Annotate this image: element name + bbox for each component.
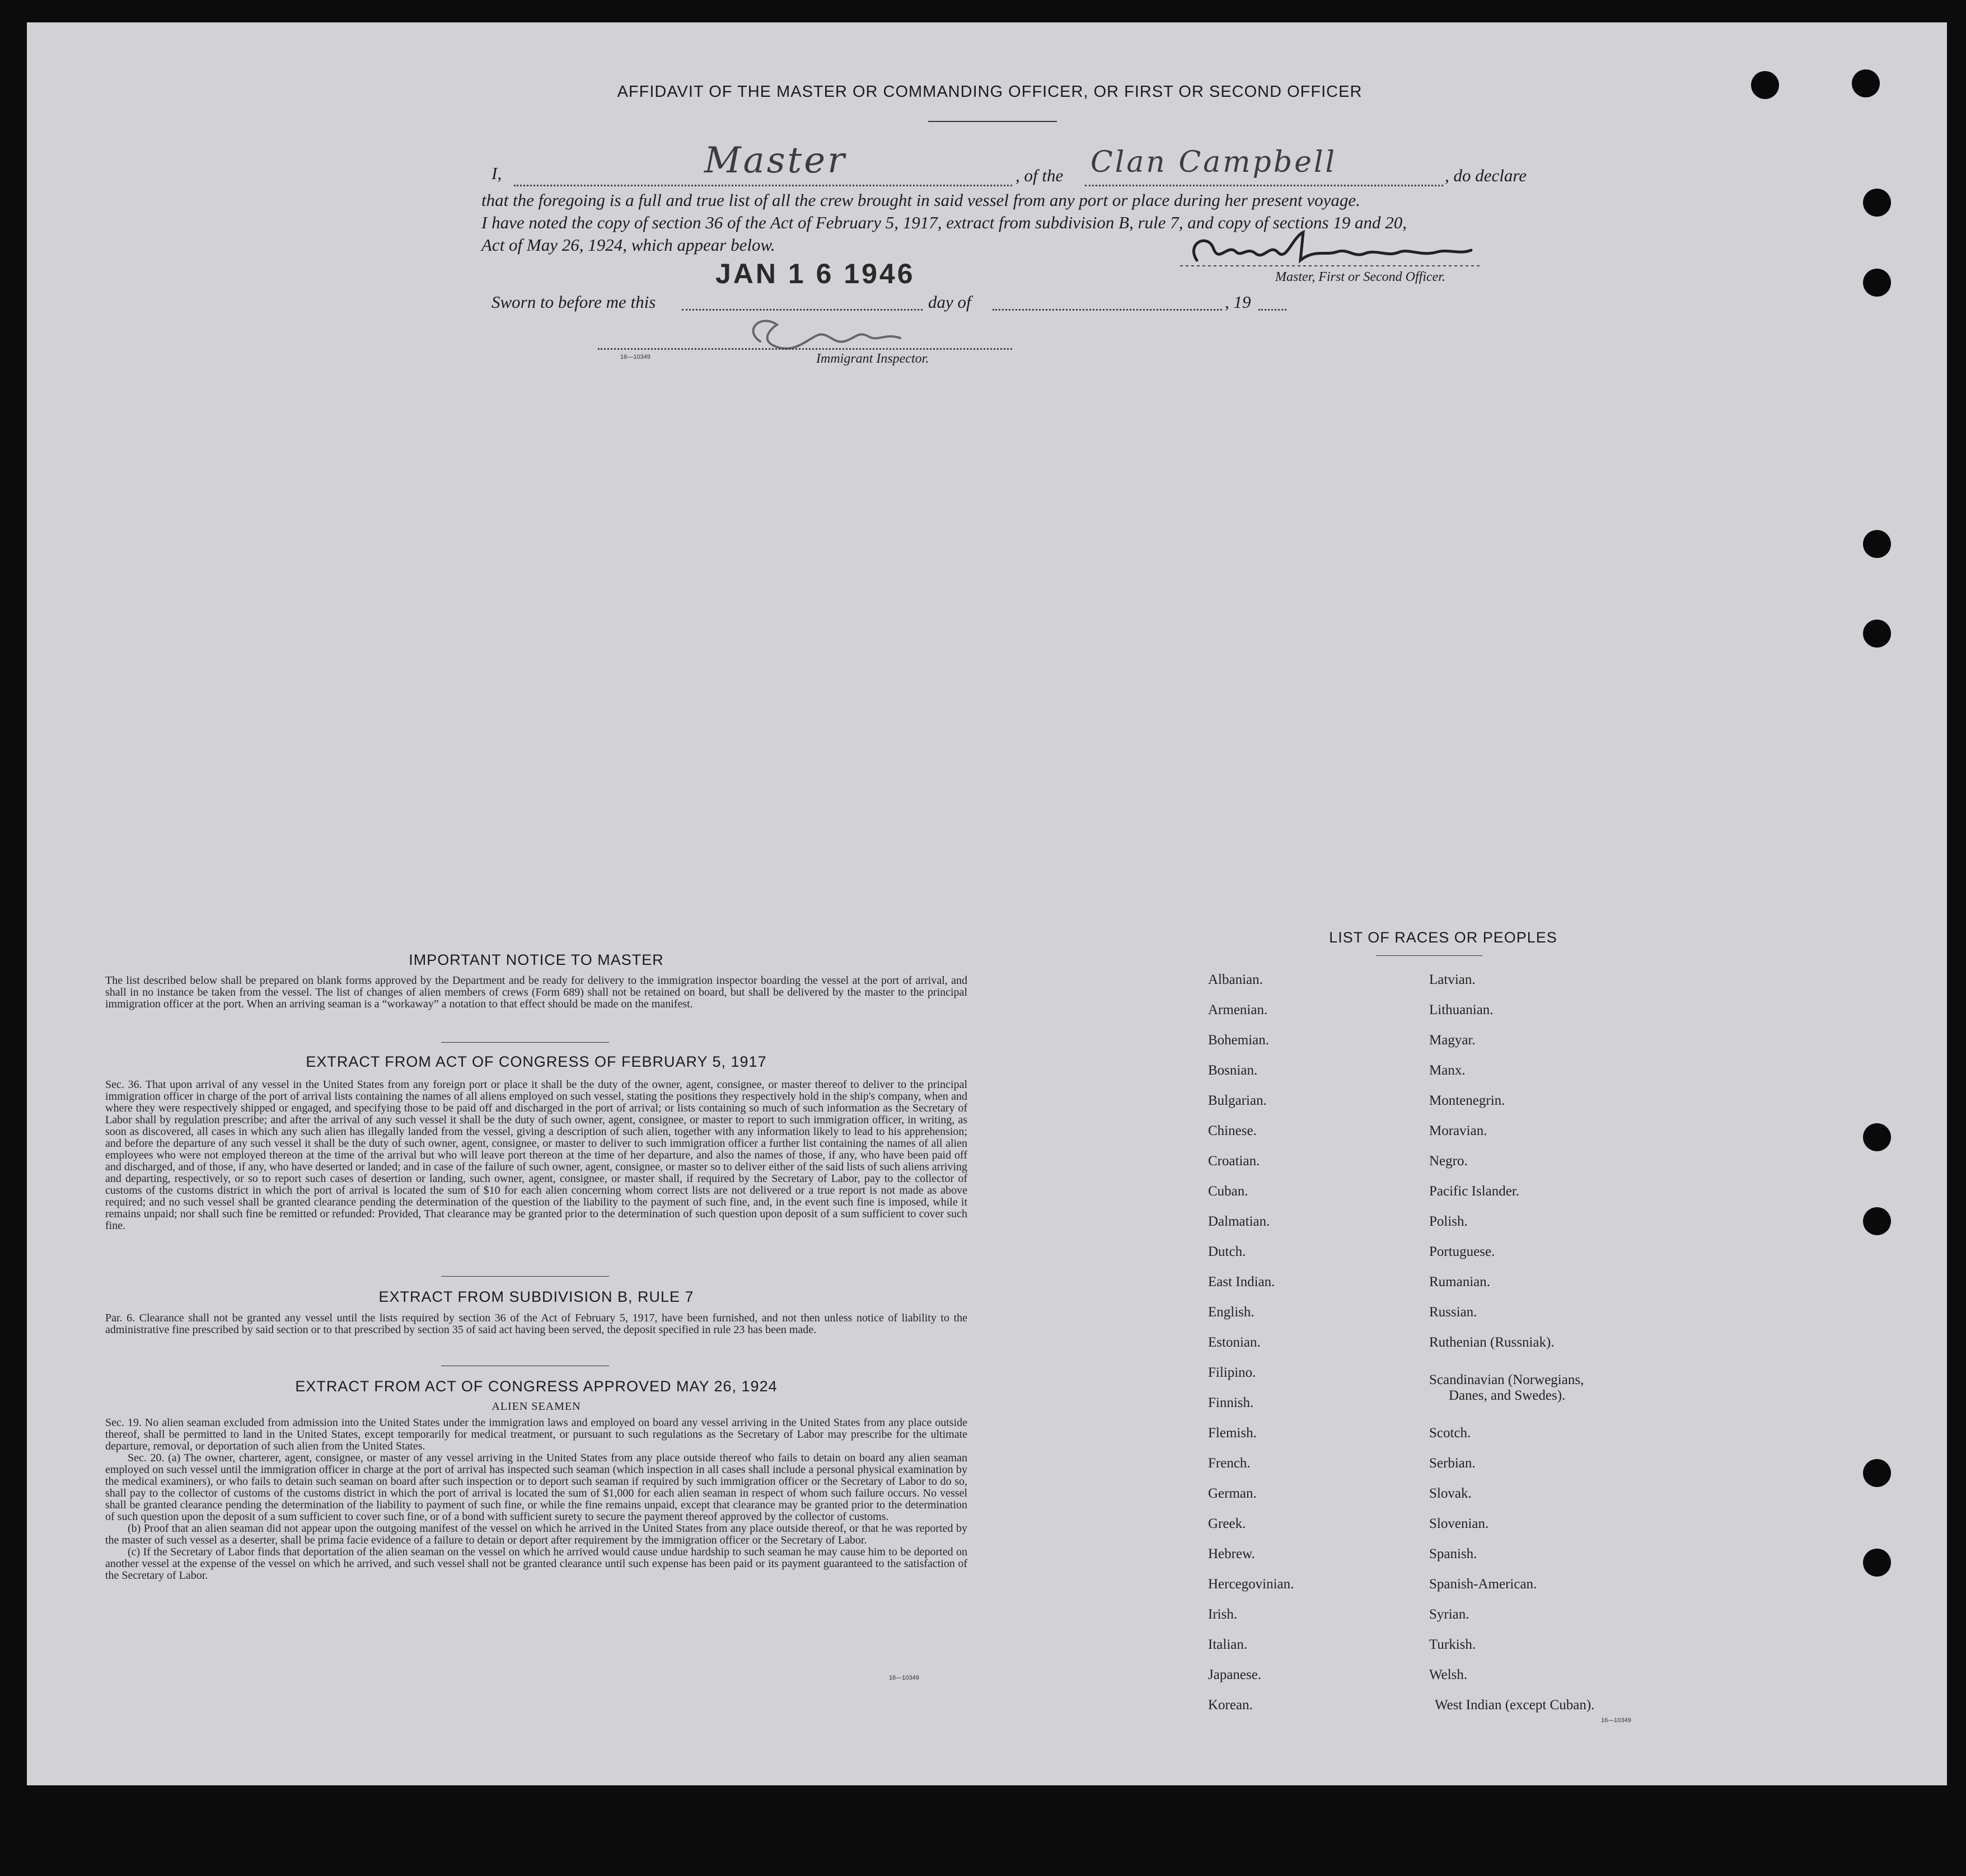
race-right-25: West Indian (except Cuban). bbox=[1435, 1697, 1595, 1713]
race-left-4: Bosnian. bbox=[1208, 1063, 1258, 1078]
race-left-1: Albanian. bbox=[1208, 972, 1263, 987]
race-right-15: Danes, and Swedes). bbox=[1449, 1388, 1566, 1403]
race-right-23: Turkish. bbox=[1429, 1637, 1476, 1652]
binder-hole-10 bbox=[1863, 1549, 1891, 1577]
race-left-2: Armenian. bbox=[1208, 1002, 1268, 1017]
rule7-body: Par. 6. Clearance shall not be granted any vessel until the lists required by section 36 of the Act of February 5, 1917, have been furnished, and not then unless notice of liability to the administrative fine prescribed by said section or to that prescribed by section 35 of said act having been served, the deposit specified in rule 23 has been made. bbox=[105, 1312, 967, 1336]
race-left-20: Hebrew. bbox=[1208, 1546, 1255, 1561]
race-right-6: Moravian. bbox=[1429, 1123, 1487, 1138]
sworn-year-label: , 19 bbox=[1225, 292, 1251, 312]
race-left-18: German. bbox=[1208, 1486, 1257, 1501]
race-right-7: Negro. bbox=[1429, 1153, 1468, 1169]
race-right-17: Serbian. bbox=[1429, 1456, 1476, 1471]
affidavit-i-label: I, bbox=[492, 163, 502, 183]
binder-hole-3 bbox=[1863, 189, 1891, 217]
day-of-label: day of bbox=[928, 292, 971, 312]
extract-1917-title: EXTRACT FROM ACT OF CONGRESS OF FEBRUARY 5, 1917 bbox=[306, 1053, 767, 1070]
race-right-5: Montenegrin. bbox=[1429, 1093, 1505, 1108]
notice-body: The list described below shall be prepared on blank forms approved by the Department and be ready for delivery to the immigration inspector boarding the vessel at the port of arrival, and shall in no instance be taken from the vessel. The list of changes of alien members of crews (Form 689) shall not be retained on board, but shall be delivered by the master to the principal immigration officer at the port. When an arriving seaman is a “workaway” a notation to that effect should be made on the manifest. bbox=[105, 974, 967, 1010]
section-20a-text: Sec. 20. (a) The owner, charterer, agent, consignee, or master of any vessel arriving in the United States from any place outside thereof who fails to detain on board any alien seaman employed on such vessel until the immigration officer in charge at the port of arrival has inspected such seaman (which inspection in all cases shall include a personal physical examination by the medical examiners), or who fails to detain such seaman on board after such inspection or to deport such seaman if required by such immigration officer or the Secretary of Labor to do so, shall pay to the collector of customs of the customs district in which the port of arrival is located the sum of $1,000 for each alien seaman in respect of whom such failure occurs. No vessel shall be granted clearance pending the determination of the liability to payment of such fine, or while the fine remains unpaid, except that clearance may be granted prior to the determination of such question upon the deposit of a sum sufficient to cover such fine, or of a bond with sufficient surety to secure the payment thereof approved by the collector of customs. bbox=[105, 1452, 967, 1523]
races-form-number: 16—10349 bbox=[1601, 1717, 1631, 1724]
inspector-caption: Immigrant Inspector. bbox=[816, 351, 929, 366]
race-left-8: Cuban. bbox=[1208, 1184, 1248, 1199]
extract-1924-body bbox=[105, 1417, 967, 1582]
races-title: LIST OF RACES OR PEOPLES bbox=[1329, 929, 1557, 946]
alien-seamen-subtitle: ALIEN SEAMEN bbox=[492, 1400, 581, 1413]
legal-form-number: 16—10349 bbox=[889, 1675, 919, 1681]
race-left-10: Dutch. bbox=[1208, 1244, 1246, 1259]
race-right-21: Spanish-American. bbox=[1429, 1577, 1537, 1592]
race-right-8: Pacific Islander. bbox=[1429, 1184, 1520, 1199]
role-fill-line bbox=[514, 185, 1012, 186]
race-left-25: Korean. bbox=[1208, 1697, 1253, 1713]
section-20c-text: (c) If the Secretary of Labor finds that deportation of the alien seaman on the vessel on which he arrived would cause undue hardship to such seaman he may cause him to be deported on another vessel at the expense of the vessel on which he arrived, and such vessel shall not be granted clearance until such expense has been paid or its payment guaranteed to the satisfaction of the Secretary of Labor. bbox=[105, 1546, 967, 1582]
extract-1924-title: EXTRACT FROM ACT OF CONGRESS APPROVED MAY 26, 1924 bbox=[295, 1378, 778, 1395]
rule7-title: EXTRACT FROM SUBDIVISION B, RULE 7 bbox=[378, 1288, 694, 1305]
race-right-12: Russian. bbox=[1429, 1305, 1477, 1320]
race-left-21: Hercegovinian. bbox=[1208, 1577, 1294, 1592]
binder-hole-2 bbox=[1852, 69, 1880, 97]
of-the-label: , of the bbox=[1015, 166, 1064, 185]
binder-hole-9 bbox=[1863, 1459, 1891, 1487]
extract-1917-divider bbox=[441, 1276, 609, 1277]
race-left-23: Italian. bbox=[1208, 1637, 1248, 1652]
race-right-19: Slovenian. bbox=[1429, 1516, 1489, 1531]
race-left-14: Filipino. bbox=[1208, 1365, 1256, 1380]
officer-caption: Master, First or Second Officer. bbox=[1275, 270, 1445, 284]
declaration-line-3: I have noted the copy of section 36 of the Act of February 5, 1917, extract from subdivision B, rule 7, and copy of sections 19 and 20, bbox=[481, 213, 1407, 232]
race-right-16: Scotch. bbox=[1429, 1425, 1471, 1441]
handwritten-vessel-name: Clan Campbell bbox=[1090, 146, 1337, 179]
race-left-15: Finnish. bbox=[1208, 1395, 1254, 1410]
race-right-2: Lithuanian. bbox=[1429, 1002, 1494, 1017]
race-right-22: Syrian. bbox=[1429, 1607, 1469, 1622]
race-left-22: Irish. bbox=[1208, 1607, 1238, 1622]
race-left-17: French. bbox=[1208, 1456, 1251, 1471]
race-left-19: Greek. bbox=[1208, 1516, 1246, 1531]
race-left-5: Bulgarian. bbox=[1208, 1093, 1267, 1108]
race-right-14: Scandinavian (Norwegians, bbox=[1429, 1372, 1584, 1387]
affidavit-form-number: 16—10349 bbox=[620, 354, 650, 360]
race-right-13: Ruthenian (Russniak). bbox=[1429, 1335, 1555, 1350]
races-divider bbox=[1376, 955, 1482, 956]
inspector-line bbox=[598, 348, 1012, 350]
sworn-year-line bbox=[1258, 309, 1286, 311]
race-right-4: Manx. bbox=[1429, 1063, 1466, 1078]
declaration-line-2: that the foregoing is a full and true list of all the crew brought in said vessel from any port or place during her present voyage. bbox=[481, 190, 1360, 210]
race-right-11: Rumanian. bbox=[1429, 1274, 1491, 1289]
race-left-11: East Indian. bbox=[1208, 1274, 1275, 1289]
declaration-line-4: Act of May 26, 1924, which appear below. bbox=[481, 235, 775, 255]
extract-1917-body: Sec. 36. That upon arrival of any vessel in the United States from any foreign port or place it shall be the duty of the owner, agent, consignee, or master thereof to deliver to the principal immigration officer in charge of the port of arrival lists containing the names of all aliens employed on such vessel, stating the positions they respectively hold in the ship's company, when and where they were respectively shipped or engaged, and specifying those to be paid off and discharged in the port of arrival; or lists containing so much of such information as the Secretary of Labor shall by regulation prescribe; and after the arrival of any such vessel it shall be the duty of such owner, agent, consignee, or master to report to such immigration officer, in writing, as soon as discovered, all cases in which any such alien has illegally landed from the vessel, giving a description of such alien, together with any information likely to lead to his apprehension; and before the departure of any such vessel it shall be the duty of such owner, agent, consignee, or master to deliver to such immigration officer a further list containing the names of all alien employees who were not employed thereon at the time of the arrival but who will leave port thereon at the time of her departure, and also the names of those, if any, who have been paid off and discharged, and of those, if any, who have deserted or landed; and in case of the failure of such owner, agent, consignee, or master so to deliver either of the said lists of such aliens arriving and departing, respectively, or so to report such cases of desertion or landing, such owner, agent, consignee, or master shall, if required by the Secretary of Labor, pay to the collector of customs of the customs district in which the port of arrival is located the sum of $10 for each alien concerning whom correct lists are not delivered or a true report is not made as above required; and no such vessel shall be granted clearance pending the determination of the question of the liability to the payment of such fine, and, in the event such fine is imposed, while it remains unpaid; nor shall such fine be remitted or refunded: Provided, That clearance may be granted prior to the determination of such question upon deposit of a sum sufficient to cover such fine. bbox=[105, 1078, 967, 1232]
race-right-3: Magyar. bbox=[1429, 1033, 1476, 1048]
race-left-6: Chinese. bbox=[1208, 1123, 1257, 1138]
manifest-page bbox=[27, 22, 1947, 1785]
title-divider bbox=[928, 121, 1057, 122]
sworn-month-line bbox=[993, 309, 1222, 311]
handwritten-role: Master bbox=[704, 140, 847, 181]
binder-hole-5 bbox=[1863, 530, 1891, 558]
binder-hole-1 bbox=[1751, 71, 1779, 99]
race-right-1: Latvian. bbox=[1429, 972, 1476, 987]
date-stamp: JAN 1 6 1946 bbox=[715, 258, 915, 289]
race-left-9: Dalmatian. bbox=[1208, 1214, 1270, 1229]
section-19-text: Sec. 19. No alien seaman excluded from admission into the United States under the immigration laws and employed on board any vessel arriving in the United States from any place outside thereof, shall be permitted to land in the United States, except temporarily for medical treatment, or pursuant to such regulations as the Secretary of Labor may prescribe for the ultimate departure, removal, or deportation of such alien from the United States. bbox=[105, 1417, 967, 1452]
race-right-18: Slovak. bbox=[1429, 1486, 1472, 1501]
binder-hole-8 bbox=[1863, 1207, 1891, 1235]
binder-hole-6 bbox=[1863, 620, 1891, 648]
binder-hole-4 bbox=[1863, 269, 1891, 297]
race-left-3: Bohemian. bbox=[1208, 1033, 1270, 1048]
vessel-fill-line bbox=[1085, 185, 1443, 186]
notice-title: IMPORTANT NOTICE TO MASTER bbox=[409, 951, 664, 968]
affidavit-title: AFFIDAVIT OF THE MASTER OR COMMANDING OFFICER, OR FIRST OR SECOND OFFICER bbox=[617, 83, 1363, 101]
race-left-13: Estonian. bbox=[1208, 1335, 1261, 1350]
race-right-9: Polish. bbox=[1429, 1214, 1468, 1229]
race-right-24: Welsh. bbox=[1429, 1667, 1468, 1682]
race-left-12: English. bbox=[1208, 1305, 1255, 1320]
do-declare-label: , do declare bbox=[1445, 166, 1527, 185]
race-right-10: Portuguese. bbox=[1429, 1244, 1495, 1259]
race-left-24: Japanese. bbox=[1208, 1667, 1262, 1682]
race-left-7: Croatian. bbox=[1208, 1153, 1260, 1169]
notice-divider bbox=[441, 1042, 609, 1043]
section-20b-text: (b) Proof that an alien seaman did not appear upon the outgoing manifest of the vessel on which he arrived in the United States from any place outside thereof, or that he was reported by the master of such vessel as a deserter, shall be prima facie evidence of a failure to detain or deport after requirement by the immigration officer or the Secretary of Labor. bbox=[105, 1522, 967, 1546]
binder-hole-7 bbox=[1863, 1123, 1891, 1151]
race-right-20: Spanish. bbox=[1429, 1546, 1477, 1561]
sworn-label: Sworn to before me this bbox=[492, 292, 656, 312]
race-left-16: Flemish. bbox=[1208, 1425, 1257, 1441]
